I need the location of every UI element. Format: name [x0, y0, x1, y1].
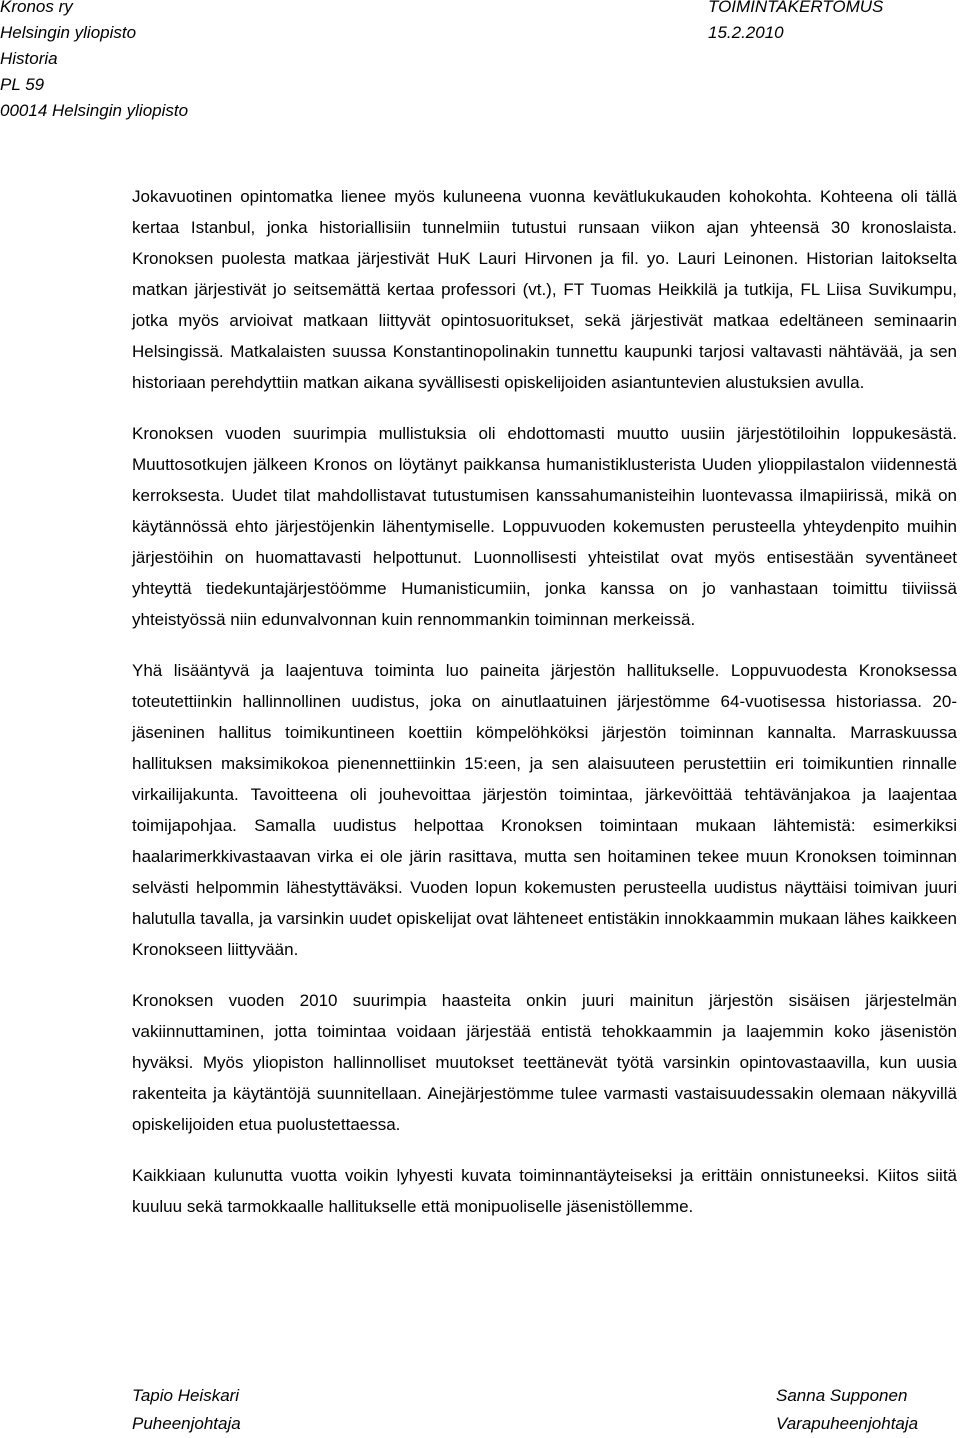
signatory-title: Varapuheenjohtaja [776, 1414, 919, 1433]
document-date: 15.2.2010 [708, 23, 784, 42]
signatory-name: Tapio Heiskari [132, 1386, 240, 1405]
document-type: TOIMINTAKERTOMUS [708, 0, 884, 16]
department-name: Historia [0, 49, 58, 68]
paragraph-admin-reform: Yhä lisääntyvä ja laajentuva toiminta luo paineita järjestön hallitukselle. Loppuvuodesta Kronoksessa toteutettiinkin hallinnollinen uudistus, joka on ainutlaatuinen järjestömme 64-vuotisessa historiassa. 20-jäseninen hallitus toimikuntineen koettiin kömpelöhköksi järjestön toiminnan kannalta. Marraskuussa hallituksen maksimikokoa pienennettiinkin 15:een, ja sen alaisuuteen perustettiin eri toimikuntien rinnalle virkailijakunta. Tavoitteena oli jouhevoittaa järjestön toimintaa, järkevöittää tehtävänjakoa ja laajentaa toimijapohjaa. Samalla uudistus helpottaa Kronoksen toimintaan mukaan lähtemistä: esimerkiksi haalarimerkkivastaavan virka ei ole järin rasittava, mutta sen hoitaminen tekee muun Kronoksen toiminnan selvästi helpommin lähestyttäväksi. Vuoden lopun kokemusten perusteella uudistus näyttäisi toimivan juuri halutulla tavalla, ja varsinkin uudet opiskelijat ovat lähteneet entistäkin innokkaammin mukaan lähes kaikkeen Kronokseen liittyvään. [132, 661, 957, 959]
po-box: PL 59 [0, 75, 45, 94]
document-meta [708, 0, 883, 46]
signature-chair [132, 1382, 241, 1438]
organization-name: Kronos ry [0, 0, 73, 16]
paragraph-study-trip: Jokavuotinen opintomatka lienee myös kuluneena vuonna kevätlukukauden kohokohta. Kohteena oli tällä kertaa Istanbul, jonka historiallisiin tunnelmiin tutustui runsaan viikon ajan yhteensä 30 kronoslaista. Kronoksen puolesta matkaa järjestivät HuK Lauri Hirvonen ja fil. yo. Lauri Leinonen. Historian laitokselta matkan järjestivät jo seitsemättä kertaa professori (vt.), FT Tuomas Heikkilä ja tutkija, FL Liisa Suvikumpu, jotka myös arvioivat matkaan liittyvät opintosuoritukset, sekä järjestivät matkaa edeltäneen seminaarin Helsingissä. Matkalaisten suussa Konstantinopolinakin tunnettu kaupunki tarjosi valtavasti nähtävää, ja sen historiaan perehdyttiin matkan aikana syvällisesti opiskelijoiden asiantuntevien alustuksien avulla. [132, 187, 957, 392]
sender-address [0, 0, 188, 124]
paragraph-challenges-2010: Kronoksen vuoden 2010 suurimpia haasteita onkin juuri mainitun järjestön sisäisen järjestelmän vakiinnuttaminen, jotta toimintaa voidaan järjestää entistä tehokkaammin ja laajemmin koko jäsenistön hyväksi. Myös yliopiston hallinnolliset muutokset teettänevät työtä varsinkin opintovastaavilla, kun uusia rakenteita ja käytäntöjä suunnitellaan. Ainejärjestömme tulee varmasti vastaisuudessakin olemaan näkyvillä opiskelijoiden etua puolustettaessa. [132, 991, 957, 1134]
signatory-name: Sanna Supponen [776, 1386, 908, 1405]
university-name: Helsingin yliopisto [0, 23, 137, 42]
postal-address: 00014 Helsingin yliopisto [0, 101, 189, 120]
paragraph-summary: Kaikkiaan kulunutta vuotta voikin lyhyesti kuvata toiminnantäyteiseksi ja erittäin onnistuneeksi. Kiitos siitä kuuluu sekä tarmokkaalle hallitukselle että monipuoliselle jäsenistöllemme. [132, 1166, 957, 1216]
signature-vice-chair [776, 1382, 918, 1438]
signatory-title: Puheenjohtaja [132, 1414, 241, 1433]
paragraph-new-premises: Kronoksen vuoden suurimpia mullistuksia oli ehdottomasti muutto uusiin järjestötiloihin loppukesästä. Muuttosotkujen jälkeen Kronos on löytänyt paikkansa humanistiklusterista Uuden ylioppilastalon viidennestä kerroksesta. Uudet tilat mahdollistavat tutustumisen kanssahumanisteihin luontevassa ilmapiirissä, mikä on käytännössä ehto järjestöjenkin lähentymiselle. Loppuvuoden kokemusten perusteella yhteydenpito muihin järjestöihin on huomattavasti helpottunut. Luonnollisesti yhteistilat ovat myös entisestään syventäneet yhteyttä tiedekuntajärjestöömme Humanisticumiin, jonka kanssa on jo vanhastaan toimittu tiiviissä yhteistyössä niin edunvalvonnan kuin rennommankin toiminnan merkeissä. [132, 424, 957, 629]
report-body [132, 181, 957, 1242]
